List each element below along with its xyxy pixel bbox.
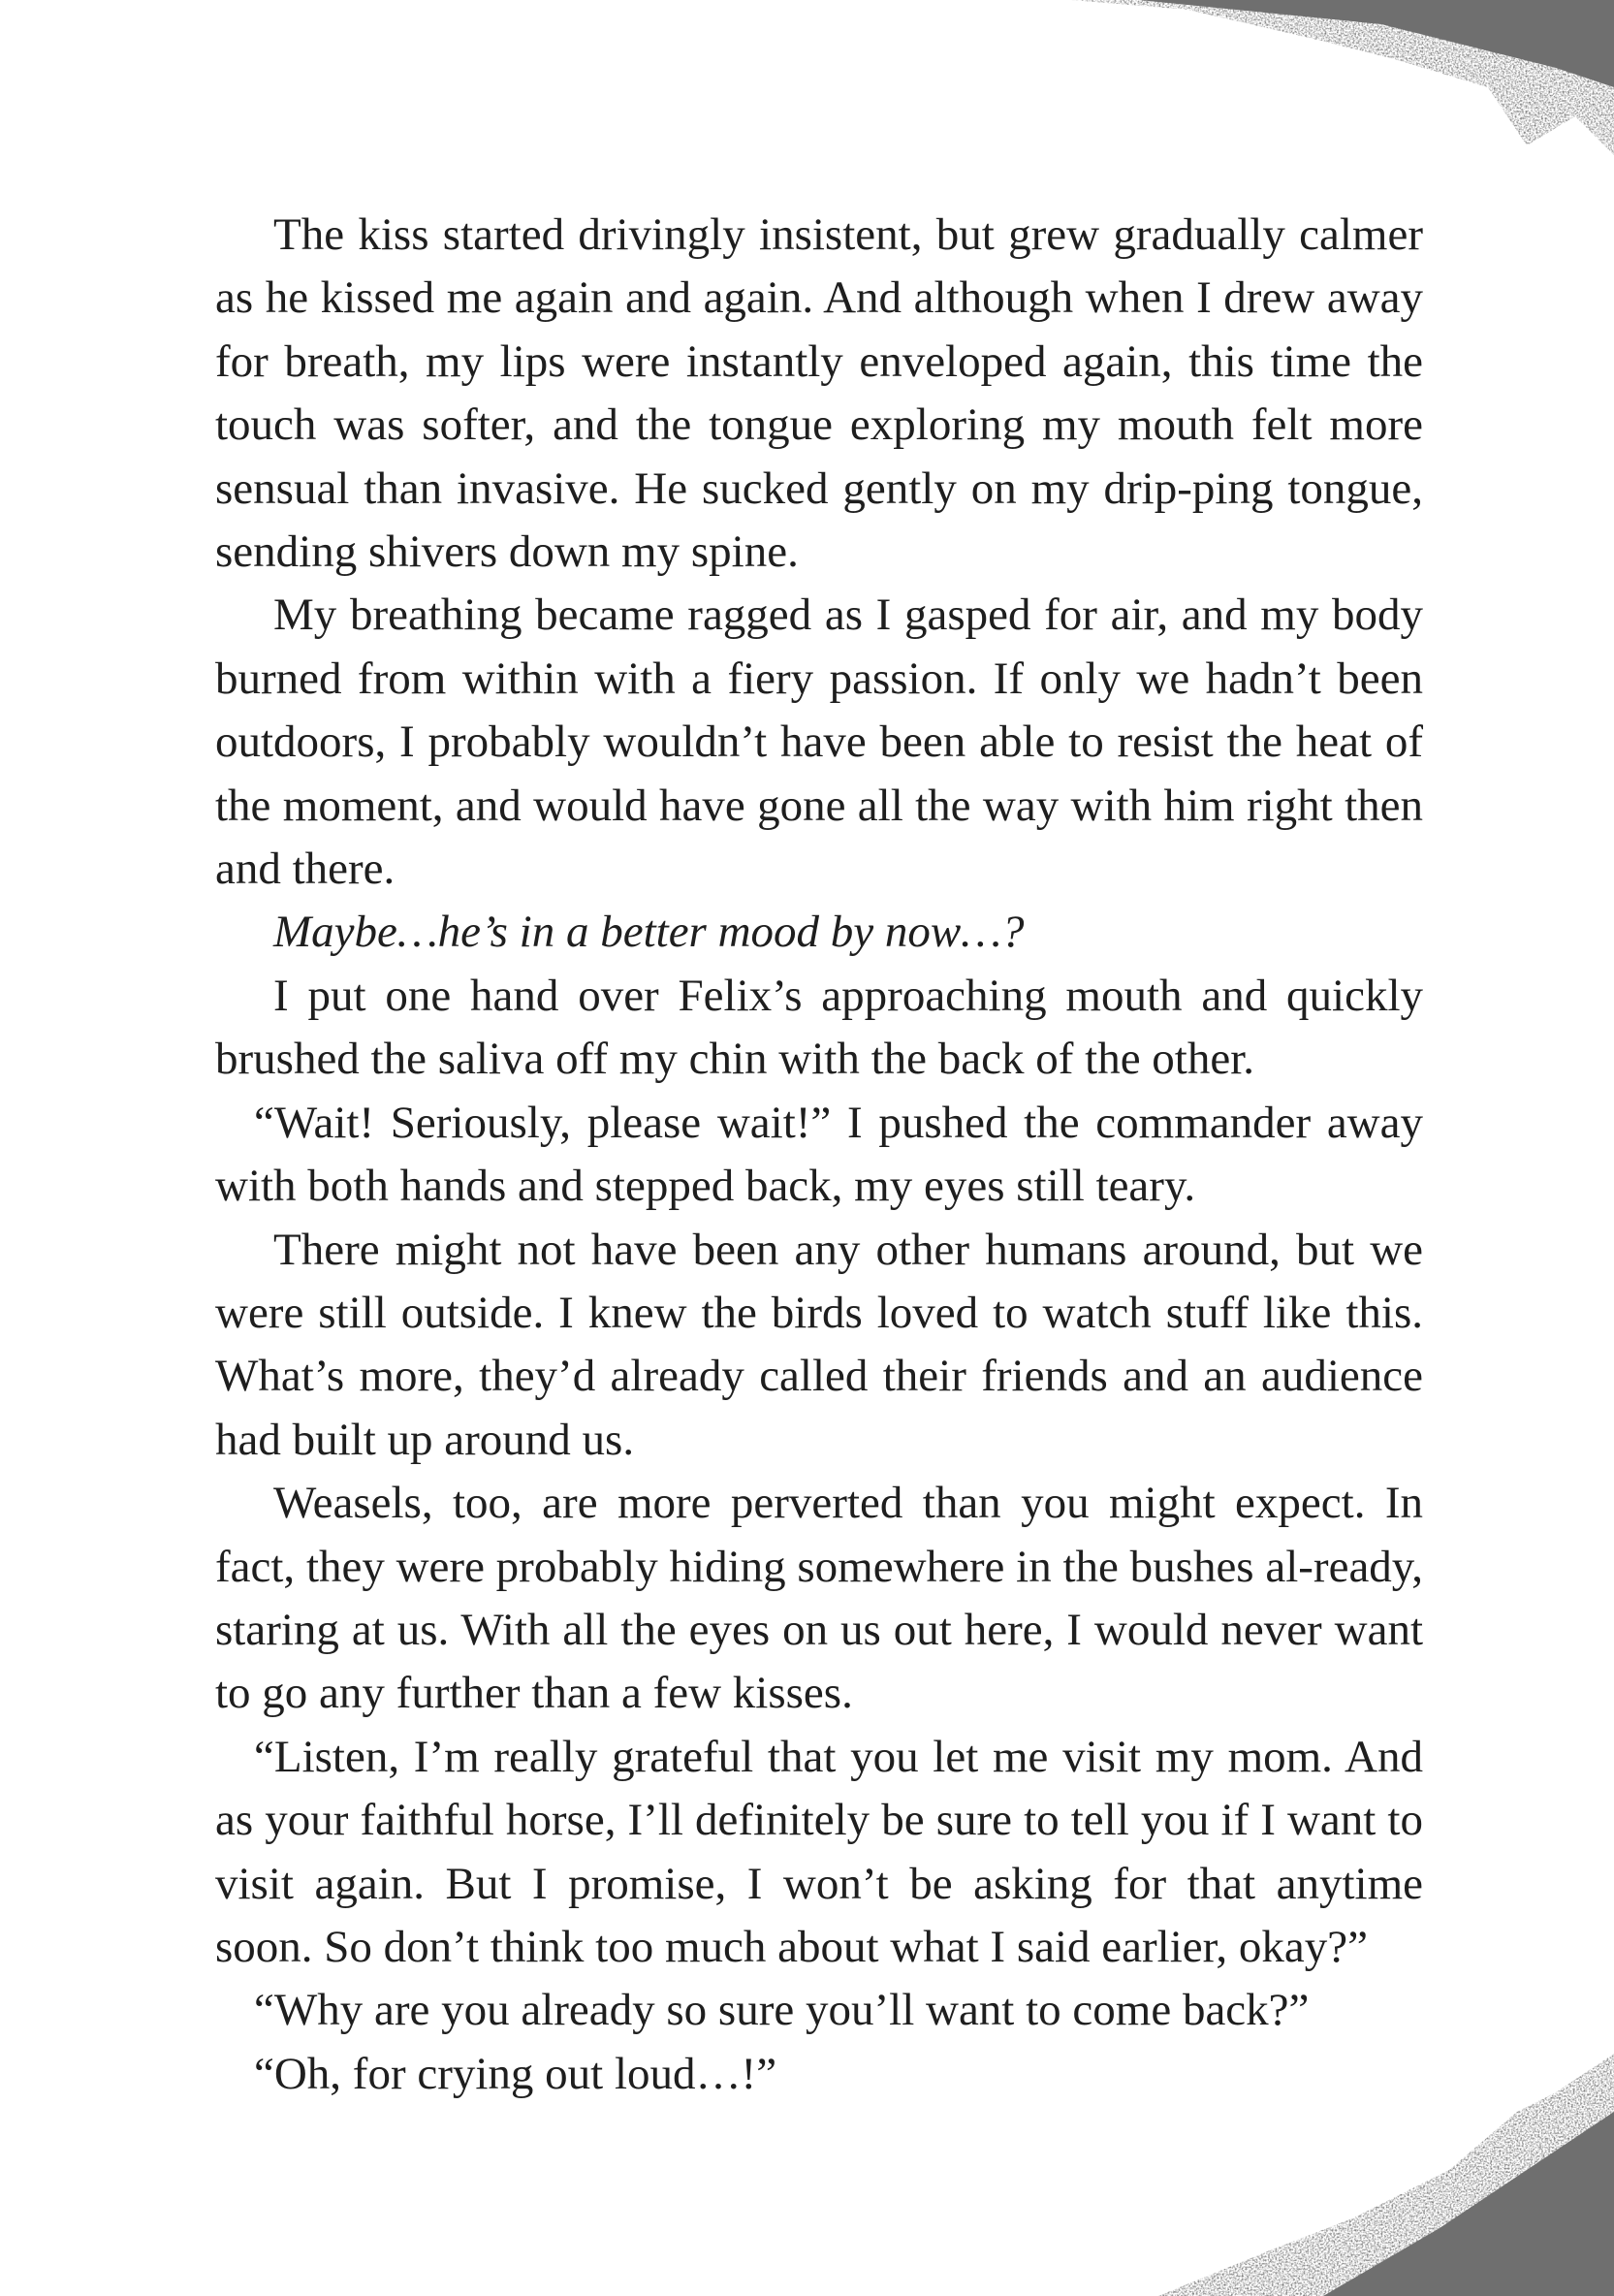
body-text (215, 204, 1423, 2106)
paragraph-dialogue: “Wait! Seriously, please wait!” I pushed the commander away with both hands and stepped back, my eyes still teary. (215, 1097, 1423, 1212)
paragraph: My breathing became ragged as I gasped for air, and my body burned from within with a fiery passion. If only we hadn’t been outdoors, I probably wouldn’t have been able to resist the heat of the moment, and would have gone all the way with him right then and there. (215, 590, 1423, 895)
paragraph-dialogue: “Oh, for crying out loud…!” (254, 2048, 777, 2099)
paragraph: I put one hand over Felix’s approaching mouth and quickly brushed the saliva off my chin with the back of the other. (215, 970, 1423, 1085)
paragraph-dialogue: “Why are you already so sure you’ll want to come back?” (254, 1985, 1310, 2036)
paragraph: There might not have been any other humans around, but we were still outside. I knew the birds loved to watch stuff like this. What’s more, they’d already called their friends and an audience had built up around us. (215, 1224, 1423, 1465)
top-right-corner-decoration (1071, 0, 1614, 175)
paragraph: The kiss started drivingly insistent, but grew gradually calmer as he kissed me again and again. And although when I drew away for breath, my lips were instantly enveloped again, this time the touch was softer, and the tongue exploring my mouth felt more sensual than invasive. He sucked gently on my drip-ping tongue, sending shivers down my spine. (215, 209, 1423, 578)
paragraph: Weasels, too, are more perverted than you might expect. In fact, they were probably hiding somewhere in the bushes al-ready, staring at us. With all the eyes on us out here, I would never want to go any further than a few kisses. (215, 1478, 1423, 1719)
paragraph-inner-thought: Maybe…he’s in a better mood by now…? (273, 907, 1025, 958)
paragraph-dialogue: “Listen, I’m really grateful that you let me visit my mom. And as your faithful horse, I’ll definitely be sure to tell you if I want to visit again. But I promise, I won’t be asking for that anytime soon. So don’t think too much about what I said earlier, okay?” (215, 1731, 1423, 1972)
